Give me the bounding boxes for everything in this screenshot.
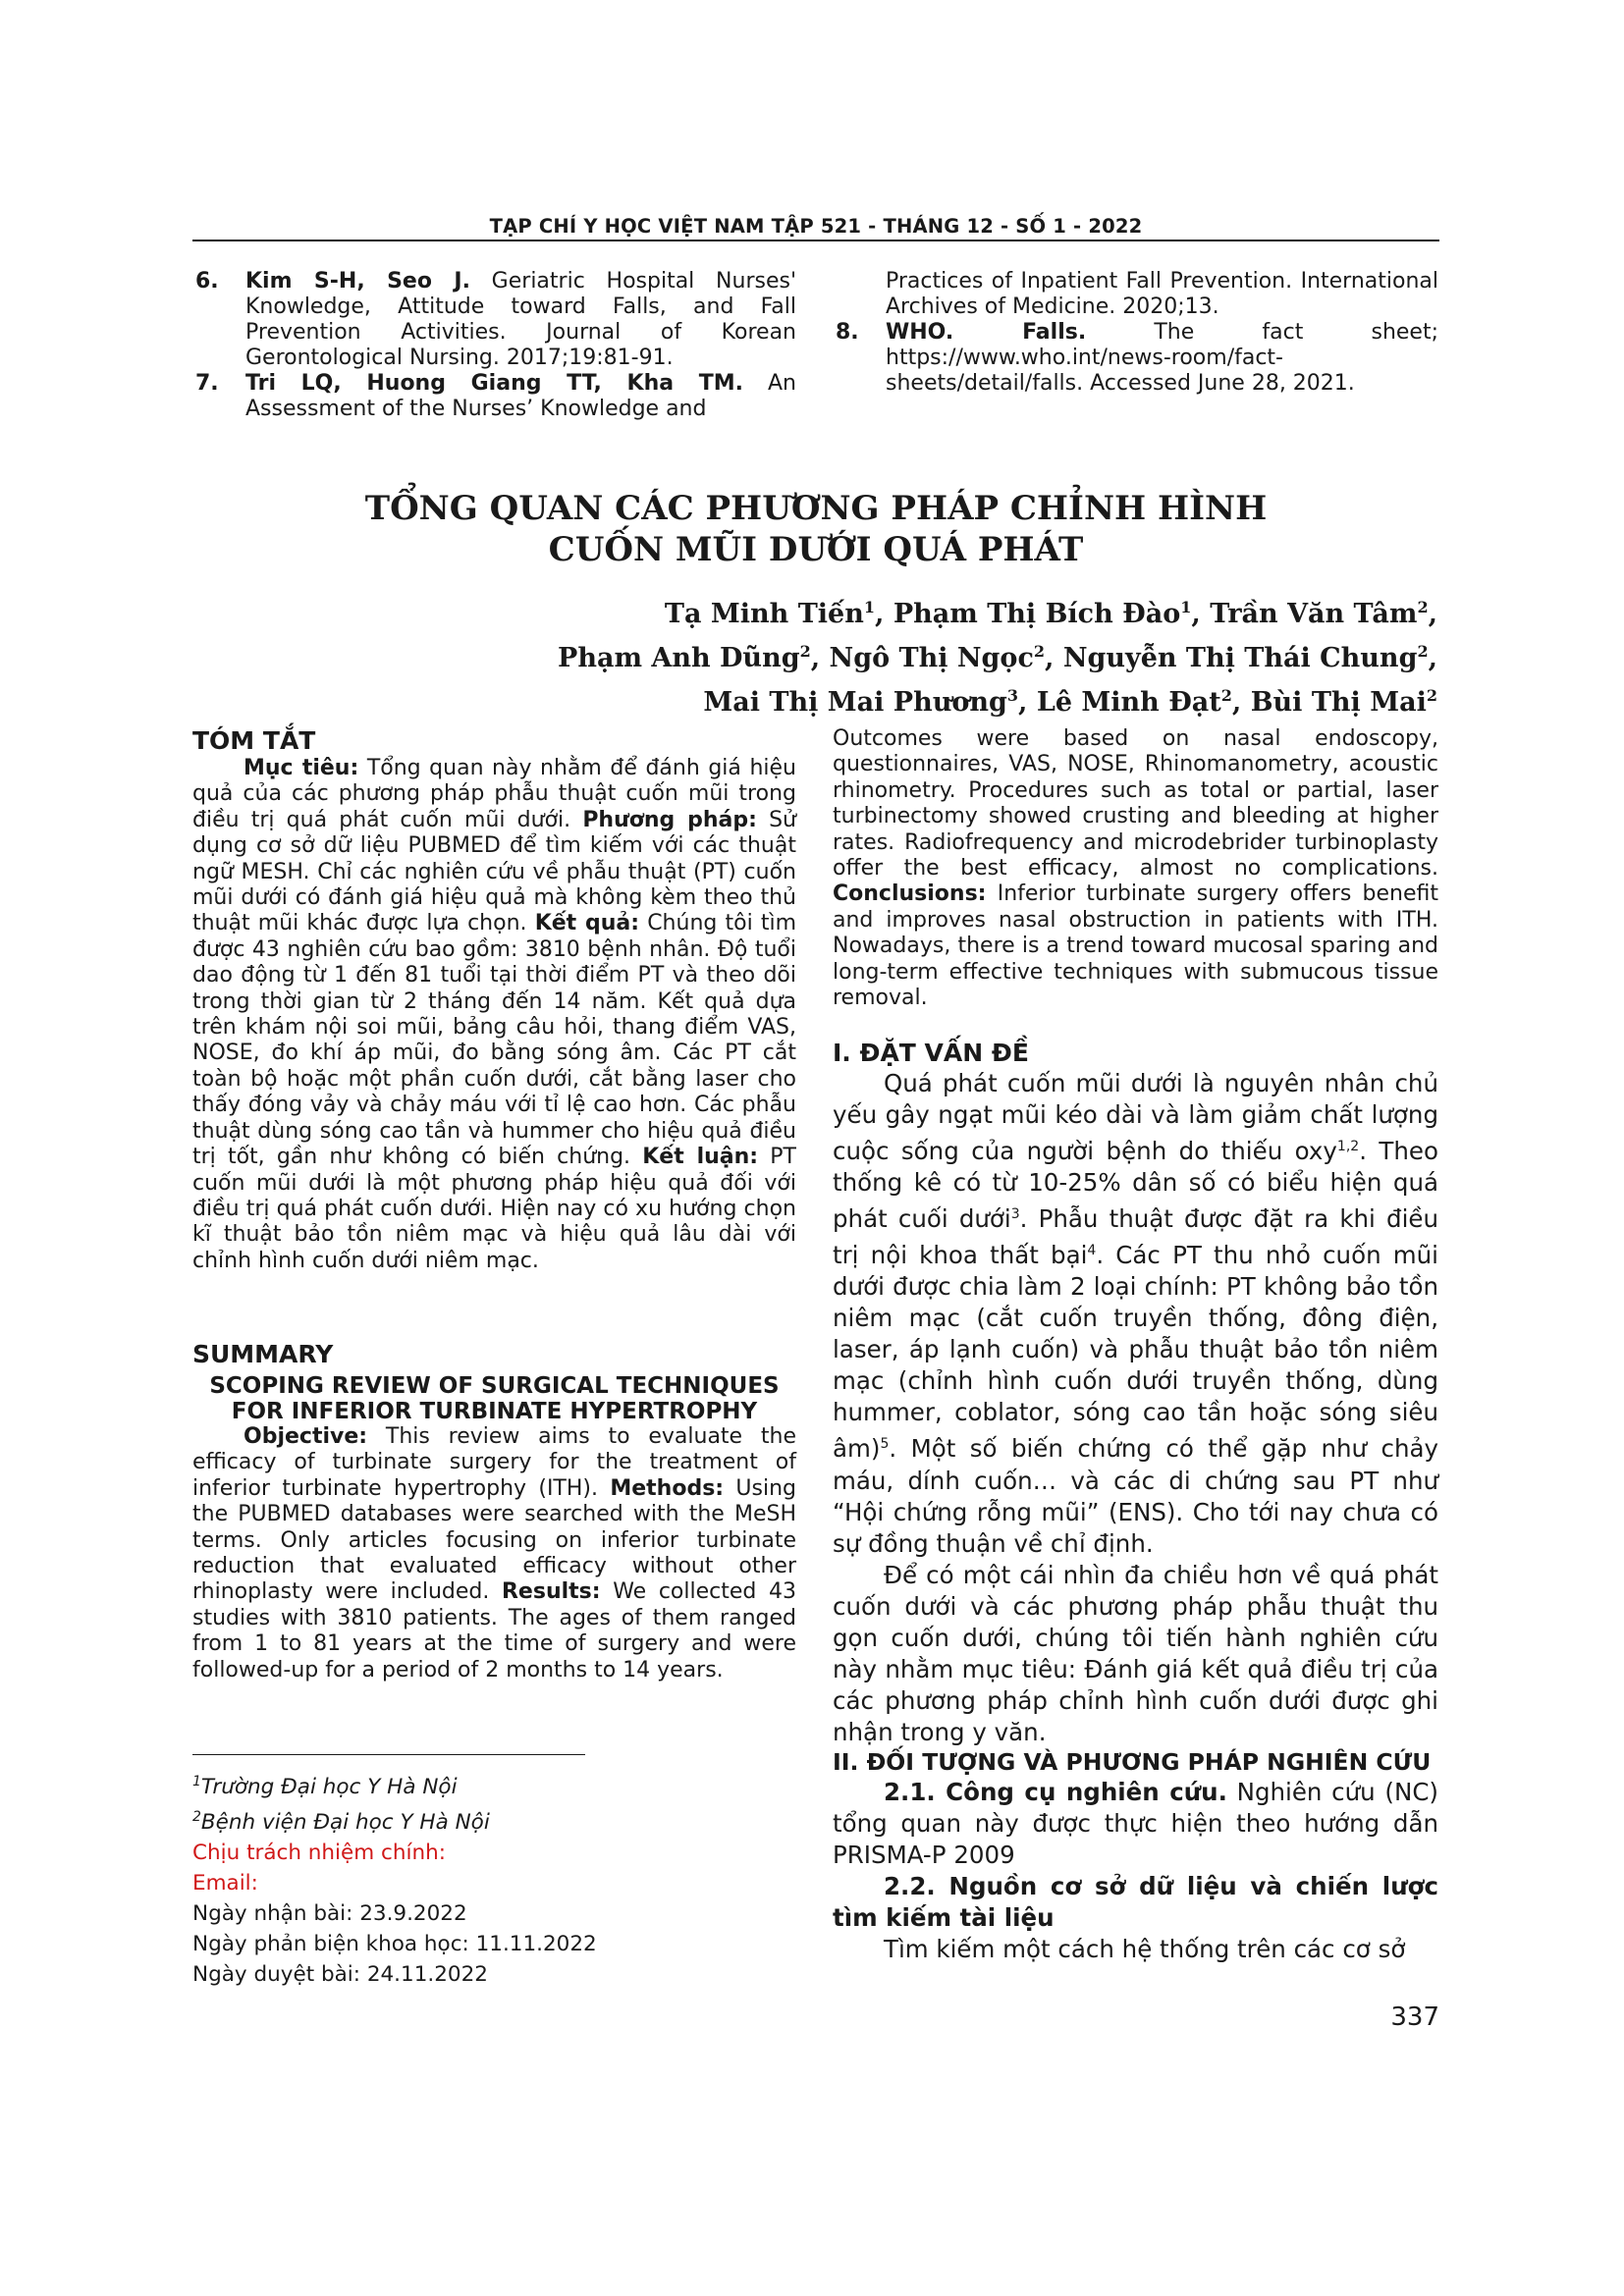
text-muc-tieu: Tổng quan này nhằm để đánh giá hiệu quả của các phương pháp phẫu thuật cuốn mũi trong điều trị quá phát cuốn mũi dưới. [192, 756, 796, 832]
text-results: We collected 43 studies with 3810 patients. The ages of them ranged from 1 to 81 years at the time of surgery and were followed-up for a period of 2 months to 14 years. [192, 1579, 796, 1682]
reference-text: Practices of Inpatient Fall Prevention. International Archives of Medicine. 2020;13. [886, 269, 1438, 319]
reference-authors: WHO. Falls. [886, 320, 1087, 345]
reference-item [192, 371, 796, 422]
footnote-number: 2 [192, 1809, 201, 1826]
citation: 5 [880, 1436, 890, 1453]
label-phuong-phap: Phương pháp: [582, 807, 757, 832]
article-title [192, 488, 1439, 570]
paragraph [833, 1871, 1438, 1934]
text-methods: Using the PUBMED databases were searched with the MeSH terms. Only articles focusing on inferior turbinate reduction that evaluated efficacy without other rhinoplasty were included. [192, 1475, 797, 1605]
author-name: Lê Minh Đạt [1036, 687, 1221, 718]
reference-authors: Tri LQ, Huong Giang TT, Kha TM. [245, 371, 743, 396]
reference-item [833, 269, 1438, 320]
references-right [833, 269, 1438, 397]
text-part: . Theo thống kê có từ 10-25% dân số có biểu hiện quá phát cuối dưới [833, 1137, 1438, 1234]
text-objective: This review aims to evaluate the efficacy of turbinate surgery for the treatment of inferior turbinate hypertrophy (ITH). [192, 1424, 796, 1501]
author-list: Tạ Minh Tiến$^1$, Phạm Thị Bích Đào$^1$, Trần Văn Tâm$^2$, Phạm Anh Dũng$^2$, Ngô Thị Ngọc$^2$, Nguyễn Thị Thái Chung$^2$, Mai Thị Mai Phương$^3$, Lê Minh Đạt$^2$, Bùi Thị Mai$^2$ [558, 598, 1437, 718]
label-results: Results: [501, 1579, 601, 1605]
reference-item [833, 320, 1438, 397]
abstract-english [192, 1340, 796, 1683]
text-conclusions: Inferior turbinate surgery offers benefit and improves nasal obstruction in patients with ITH. Nowadays, there is a trend toward mucosal sparing and long-term effective techniques with submucous tissue removal. [833, 881, 1438, 1011]
author-name: Tạ Minh Tiến [664, 599, 864, 629]
author-affiliation: 2 [1426, 686, 1437, 705]
header-rule [192, 240, 1439, 241]
section-heading: I. ĐẶT VẤN ĐỀ [833, 1039, 1029, 1067]
paragraph: Tìm kiếm một cách hệ thống trên các cơ sở [884, 1935, 1406, 1963]
author-affiliation: 3 [1006, 686, 1019, 705]
section-methods [833, 1747, 1438, 1965]
paragraph [833, 1777, 1438, 1871]
subsection-label: 2.1. Công cụ nghiên cứu. [884, 1778, 1227, 1806]
text-ket-qua: Chúng tôi tìm được 43 nghiên cứu bao gồm: 3810 bệnh nhân. Độ tuổi dao động từ 1 đến 81 tuổi tại thời điểm PT và theo dõi trong thời gian từ 2 tháng đến 14 năm. Kết quả dựa trên khám nội soi mũi, bảng câu hỏi, thang điểm VAS, NOSE, đo khí áp mũi, đo bằng sóng âm. Các PT cắt toàn bộ hoặc một phần cuốn dưới, cắt bằng laser cho thấy đóng vảy và chảy máu với tỉ lệ cao hơn. Các phẫu thuật dùng sóng cao tần và hummer cho hiệu quả điều trị tốt, gần như không có biến chứng. [192, 911, 796, 1170]
author-name: Phạm Thị Bích Đào [893, 599, 1181, 629]
footnote-aff2 [192, 1802, 782, 1838]
references-left [192, 269, 796, 422]
label-ket-qua: Kết quả: [534, 911, 640, 936]
summary-title: SCOPING REVIEW OF SURGICAL TECHNIQUES FOR INFERIOR TURBINATE HYPERTROPHY [209, 1373, 780, 1424]
label-objective: Objective: [244, 1424, 368, 1449]
subsection-label: 2.2. Nguồn cơ sở dữ liệu và chiến lược tìm kiếm tài liệu [833, 1872, 1438, 1932]
citation: 1,2 [1336, 1139, 1360, 1154]
footnotes [192, 1767, 782, 1990]
footnote-email: Email: [192, 1871, 258, 1896]
footnote-text: Bệnh viện Đại học Y Hà Nội [200, 1810, 490, 1836]
author-affiliation: 1 [863, 598, 875, 616]
reference-text: An Assessment of the Nurses’ Knowledge and [245, 371, 796, 421]
label-methods: Methods: [610, 1475, 725, 1501]
reference-number: 6. [195, 269, 219, 294]
summary-body [192, 1424, 796, 1683]
citation: 3 [1010, 1206, 1020, 1223]
journal-header: TẠP CHÍ Y HỌC VIỆT NAM TẬP 521 - THÁNG 12 - SỐ 1 - 2022 [489, 215, 1143, 238]
footnote-rule [192, 1754, 585, 1755]
section-heading: TÓM TẮT [192, 726, 316, 755]
section-heading: SUMMARY [192, 1340, 334, 1368]
section-introduction [833, 1039, 1438, 1748]
author-name: Trần Văn Tâm [1210, 599, 1418, 629]
author-affiliation: 1 [1180, 598, 1192, 616]
summary-continuation [833, 726, 1438, 1011]
footnote-aff1 [192, 1767, 782, 1802]
reference-text: Geriatric Hospital Nurses' Knowledge, Attitude toward Falls, and Fall Prevention Activities. Journal of Korean Gerontological Nursing. 2017;19:81-91. [245, 269, 796, 370]
reference-number: 7. [195, 371, 219, 396]
text-part: . Một số biến chứng có thể gặp như chảy máu, dính cuốn… và các di chứng sau PT như “Hội chứng rỗng mũi” (ENS). Cho tới nay chưa có sự đồng thuận về chỉ định. [833, 1434, 1438, 1558]
text-part: . Các PT thu nhỏ cuốn mũi dưới được chia làm 2 loại chính: PT không bảo tồn niêm mạc (cắt cuốn truyền thống, đông điện, laser, áp lạnh cuốn) và phẫu thuật bảo tồn niêm mạc (chỉnh hình cuốn dưới truyền thống, dùng hummer, coblator, sóng cao tần hoặc sóng siêu âm) [833, 1241, 1438, 1464]
label-ket-luan: Kết luận: [642, 1145, 759, 1170]
author-name: Nguyễn Thị Thái Chung [1062, 643, 1418, 673]
reference-item [192, 269, 796, 371]
text-phuong-phap: Sử dụng cơ sở dữ liệu PUBMED để tìm kiếm với các thuật ngữ MESH. Chỉ các nghiên cứu về phẫu thuật (PT) cuốn mũi dưới có đánh giá hiệu quả mà không kèm theo thủ thuật mũi khác được lựa chọn. [192, 807, 796, 936]
author-affiliation: 2 [1417, 642, 1429, 661]
author-affiliation: 2 [1417, 598, 1429, 616]
methods-body [833, 1777, 1438, 1965]
reference-authors: Kim S-H, Seo J. [245, 269, 470, 294]
paragraph: Để có một cái nhìn đa chiều hơn về quá phát cuốn dưới và các phương pháp phẫu thuật thu gọn cuốn dưới, chúng tôi tiến hành nghiên cứu này nhằm mục tiêu: Đánh giá kết quả điều trị của các phương pháp chỉnh hình cuốn dưới được ghi nhận trong y văn. [833, 1560, 1438, 1746]
footnote-reviewed: Ngày phản biện khoa học: 11.11.2022 [192, 1932, 597, 1957]
footnote-text: Trường Đại học Y Hà Nội [200, 1775, 458, 1800]
citation: 4 [1087, 1243, 1097, 1259]
text-ket-luan: PT cuốn mũi dưới là một phương pháp hiệu quả đối với điều trị quá phát cuốn dưới. Hiện nay có xu hướng chọn kĩ thuật bảo tồn niêm mạc và hiệu quả lâu dài với chỉnh hình cuốn dưới niêm mạc. [192, 1145, 796, 1273]
author-affiliation: 2 [799, 642, 811, 661]
text-part: Nghiên cứu (NC) tổng quan này được thực hiện theo hướng dẫn PRISMA-P 2009 [833, 1778, 1438, 1869]
label-muc-tieu: Mục tiêu: [244, 756, 359, 780]
author-name: Bùi Thị Mai [1250, 687, 1427, 718]
introduction-body [833, 1068, 1438, 1748]
footnote-responsible: Chịu trách nhiệm chính: [192, 1841, 446, 1866]
text-part: Quá phát cuốn mũi dưới là nguyên nhân chủ yếu gây ngạt mũi kéo dài và làm giảm chất lượng cuộc sống của người bệnh do thiếu oxy [833, 1069, 1438, 1166]
author-affiliation: 2 [1033, 642, 1046, 661]
reference-text: The fact sheet; https://www.who.int/news-room/fact-sheets/detail/falls. Accessed June 28, 2021. [886, 320, 1438, 396]
text-part: . Phẫu thuật được đặt ra khi điều trị nội khoa thất bại [833, 1204, 1438, 1270]
abstract-vietnamese [192, 726, 796, 1274]
footnote-received: Ngày nhận bài: 23.9.2022 [192, 1901, 467, 1927]
abstract-body [192, 756, 796, 1274]
text-summary-cont: Outcomes were based on nasal endoscopy, questionnaires, VAS, NOSE, Rhinomanometry, acoustic rhinometry. Procedures such as total or partial, laser turbinectomy showed crusting and bleeding at higher rates. Radiofrequency and microdebrider turbinoplasty offer the best efficacy, almost no complications. [833, 726, 1438, 881]
page-number: 337 [1390, 2002, 1439, 2032]
author-name: Phạm Anh Dũng [558, 643, 800, 673]
footnote-number: 1 [192, 1774, 201, 1789]
section-heading: II. ĐỐI TƯỢNG VÀ PHƯƠNG PHÁP NGHIÊN CỨU [833, 1748, 1432, 1776]
paragraph [833, 1068, 1438, 1560]
reference-number: 8. [836, 320, 859, 345]
author-affiliation: 2 [1220, 686, 1232, 705]
author-name: Mai Thị Mai Phương [703, 687, 1007, 718]
footnote-accepted: Ngày duyệt bài: 24.11.2022 [192, 1962, 488, 1988]
label-conclusions: Conclusions: [833, 881, 987, 907]
title-line: CUỐN MŨI DƯỚI QUÁ PHÁT [548, 530, 1084, 569]
title-line: TỔNG QUAN CÁC PHƯƠNG PHÁP CHỈNH HÌNH [364, 489, 1268, 528]
author-name: Ngô Thị Ngọc [829, 643, 1034, 673]
